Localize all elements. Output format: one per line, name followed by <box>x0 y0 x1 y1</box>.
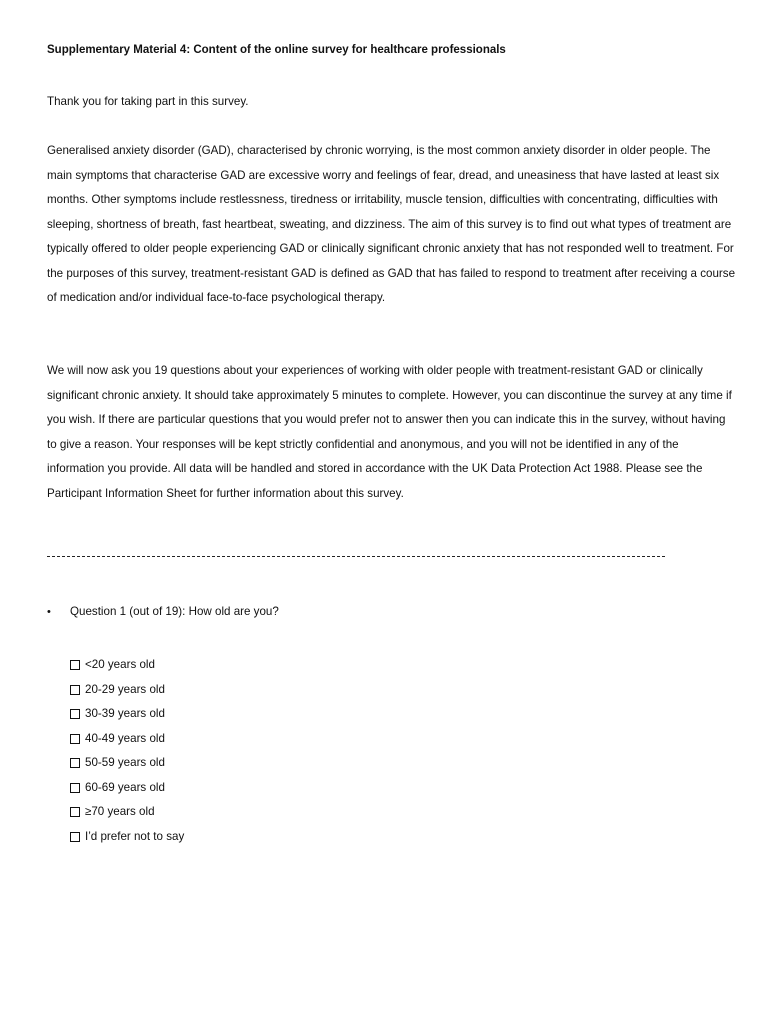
answer-option-label: ≥70 years old <box>85 805 155 818</box>
answer-option-label: 40-49 years old <box>85 731 165 745</box>
checkbox-icon[interactable] <box>70 783 80 793</box>
question-1 <box>47 605 279 618</box>
checkbox-icon[interactable] <box>70 734 80 744</box>
answer-option[interactable] <box>70 751 184 776</box>
answer-option-label: <20 years old <box>85 658 155 671</box>
survey-intro-paragraph: We will now ask you 19 questions about your experiences of working with older people with treatment-resistant GAD or clinically significant chronic anxiety. It should take approximately 5 minutes to complete. However, you can discontinue the survey at any time if you wish. If there are particular questions that you would prefer not to answer then you can indicate this in the survey, without having to give a reason. Your responses will be kept strictly confidential and anonymous, and you will not be identified in any of the information you provide. All data will be handled and stored in accordance with the UK Data Protection Act 1988. Please see the Participant Information Sheet for further information about this survey. <box>47 364 732 500</box>
thanks-paragraph: Thank you for taking part in this survey. <box>47 95 249 108</box>
answer-options-list <box>70 653 184 849</box>
checkbox-icon[interactable] <box>70 709 80 719</box>
answer-option-label: 60-69 years old <box>85 780 165 794</box>
answer-option[interactable] <box>70 702 184 727</box>
document-title: Supplementary Material 4: Content of the online survey for healthcare professionals <box>47 44 506 56</box>
answer-option[interactable] <box>70 653 184 678</box>
section-separator <box>47 556 665 557</box>
answer-option[interactable] <box>70 825 184 850</box>
checkbox-icon[interactable] <box>70 832 80 842</box>
answer-option[interactable] <box>70 800 184 825</box>
answer-option-label: I’d prefer not to say <box>85 829 185 843</box>
question-text: Question 1 (out of 19): How old are you? <box>70 605 279 618</box>
answer-option[interactable] <box>70 727 184 752</box>
checkbox-icon[interactable] <box>70 758 80 768</box>
answer-option-label: 50-59 years old <box>85 756 165 769</box>
answer-option[interactable] <box>70 678 184 703</box>
bullet-icon: • <box>47 606 51 618</box>
checkbox-icon[interactable] <box>70 685 80 695</box>
gad-description-paragraph: Generalised anxiety disorder (GAD), characterised by chronic worrying, is the most common anxiety disorder in older people. The main symptoms that characterise GAD are excessive worry and feelings of fear, dread, and uneasiness that have lasted at least six months. Other symptoms include restlessness, tiredness or irritability, muscle tension, difficulties with concentrating, difficulties with sleeping, shortness of breath, fast heartbeat, sweating, and dizziness. The aim of this survey is to find out what types of treatment are typically offered to older people experiencing GAD or clinically significant chronic anxiety that has not responded well to treatment. For the purposes of this survey, treatment-resistant GAD is defined as GAD that has failed to respond to treatment after receiving a course of medication and/or individual face-to-face psychological therapy. <box>47 144 736 304</box>
answer-option-label: 30-39 years old <box>85 707 165 720</box>
checkbox-icon[interactable] <box>70 807 80 817</box>
answer-option[interactable] <box>70 776 184 801</box>
answer-option-label: 20-29 years old <box>85 682 165 696</box>
checkbox-icon[interactable] <box>70 660 80 670</box>
